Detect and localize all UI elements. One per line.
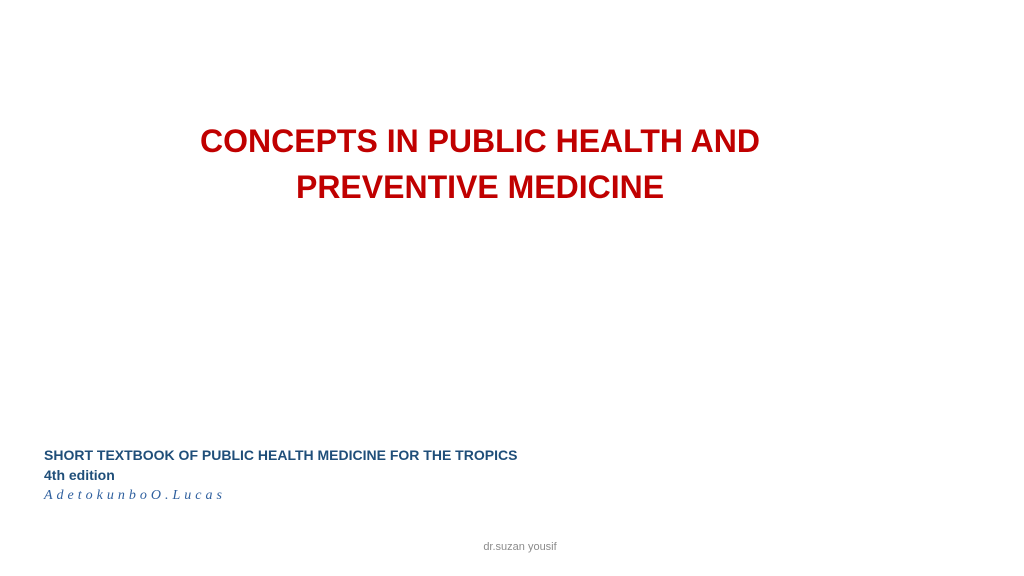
source-reference [44,445,517,507]
book-edition: 4th edition [44,467,115,483]
slide-title [180,118,780,210]
book-author: AdetokunboO.Lucas [44,488,226,503]
slide-title-line-1: CONCEPTS IN PUBLIC HEALTH AND [200,123,760,159]
book-title: SHORT TEXTBOOK OF PUBLIC HEALTH MEDICINE FOR THE TROPICS [44,447,518,463]
footer-author-text: dr.suzan yousif [483,541,557,553]
slide-footer [0,541,1024,553]
slide-title-line-2: PREVENTIVE MEDICINE [295,169,665,205]
